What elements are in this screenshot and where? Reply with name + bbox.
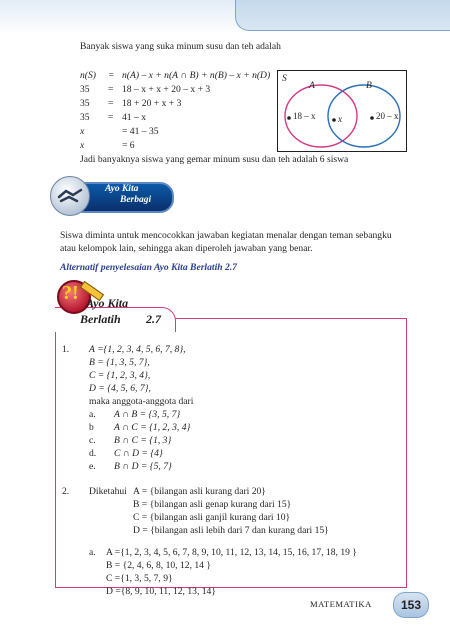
derivation-line: 35 = 41 – x: [80, 112, 146, 123]
derivation-line: n(S) = n(A) – x + n(A ∩ B) + n(B) – x + n(D): [80, 70, 271, 81]
derivation-line: 35 = 18 + 20 + x + 3: [80, 98, 182, 109]
part-label: a.: [89, 547, 96, 558]
answer-label: a.: [89, 409, 96, 420]
page-number: 153: [393, 592, 429, 618]
ayo-kita-berbagi-badge: [50, 176, 170, 216]
derivation-line: 35 = 18 – x + x + 20 – x + 3: [80, 84, 211, 95]
answer-label: c.: [89, 435, 96, 446]
handshake-icon: [50, 176, 90, 216]
answer-set: B = {2, 4, 6, 8, 10, 12, 14 }: [106, 560, 211, 571]
answer-text: B ∩ D = {5, 7}: [114, 461, 172, 472]
venn-left-value: 18 – x: [293, 111, 316, 121]
answer-text: A ∩ C = {1, 2, 3, 4}: [114, 422, 191, 433]
venn-point: [332, 118, 336, 122]
badge-line-1: Ayo Kita: [105, 184, 139, 194]
question-exclamation-icon: ?!: [62, 282, 79, 304]
venn-point: [287, 116, 291, 120]
set-definition: C = {1, 2, 3, 4},: [89, 370, 151, 381]
answer-text: A ∩ B = {3, 5, 7}: [114, 409, 181, 420]
question-number: 2.: [62, 486, 70, 497]
badge-line-2: Berbagi: [120, 195, 152, 205]
given-set: B = {bilangan asli genap kurang dari 15}: [133, 499, 292, 510]
exercise-title-line-1: Ayo Kita: [86, 296, 129, 310]
venn-diagram: [277, 70, 407, 152]
share-text-line: atau kelompok lain, sehingga akan diperoleh jawaban yang benar.: [60, 243, 313, 254]
answer-set: D ={8, 9, 10, 11, 12, 13, 14}: [106, 586, 216, 597]
given-set: C = {bilangan asli ganjil kurang dari 10}: [133, 512, 291, 523]
intro-text: Banyak siswa yang suka minum susu dan teh adalah: [80, 41, 281, 52]
header-tab: [235, 0, 450, 31]
question-number: 1.: [62, 344, 70, 355]
given-set: D = {bilangan asli lebih dari 7 dan kurang dari 15}: [133, 525, 329, 536]
answer-text: B ∩ C = {1, 3}: [114, 435, 172, 446]
conclusion-text: Jadi banyaknya siswa yang gemar minum susu dan teh adalah 6 siswa: [80, 154, 349, 165]
answer-set: A ={1, 2, 3, 4, 5, 6, 7, 8, 9, 10, 11, 12, 13, 14, 15, 16, 17, 18, 19 }: [106, 547, 357, 558]
derivation-line: x = 41 – 35: [80, 126, 159, 137]
exercise-title-line-2: Berlatih: [80, 312, 121, 326]
derivation-line: x = 6: [80, 140, 135, 151]
set-a-label: A: [309, 80, 315, 91]
alternative-solution-title: Alternatif penyelesaian Ayo Kita Berlatih 2.7: [60, 262, 237, 273]
set-definition: D = {4, 5, 6, 7},: [89, 383, 151, 394]
universe-label: S: [282, 73, 287, 84]
share-text-line: Siswa diminta untuk mencocokkan jawaban kegiatan menalar dengan teman sebangku: [60, 230, 392, 241]
answer-set: C ={1, 3, 5, 7, 9}: [106, 573, 173, 584]
exercise-number: 2.7: [146, 312, 161, 326]
given-intro: Diketahui: [89, 486, 127, 497]
answer-lead: maka anggota-anggota dari: [89, 396, 194, 407]
answer-text: C ∩ D = {4}: [114, 448, 163, 459]
venn-right-value: 20 – x: [376, 111, 399, 121]
footer-subject: MATEMATIKA: [310, 599, 372, 609]
answer-label: d.: [89, 448, 97, 459]
answer-label: b: [89, 422, 94, 433]
given-set: A = {bilangan asli kurang dari 20}: [133, 486, 266, 497]
venn-middle-value: x: [338, 114, 342, 124]
venn-point: [370, 116, 374, 120]
answer-label: e.: [89, 461, 96, 472]
set-definition: A ={1, 2, 3, 4, 5, 6, 7, 8},: [89, 344, 186, 355]
set-b-label: B: [366, 80, 372, 91]
set-definition: B = {1, 3, 5, 7},: [89, 357, 150, 368]
